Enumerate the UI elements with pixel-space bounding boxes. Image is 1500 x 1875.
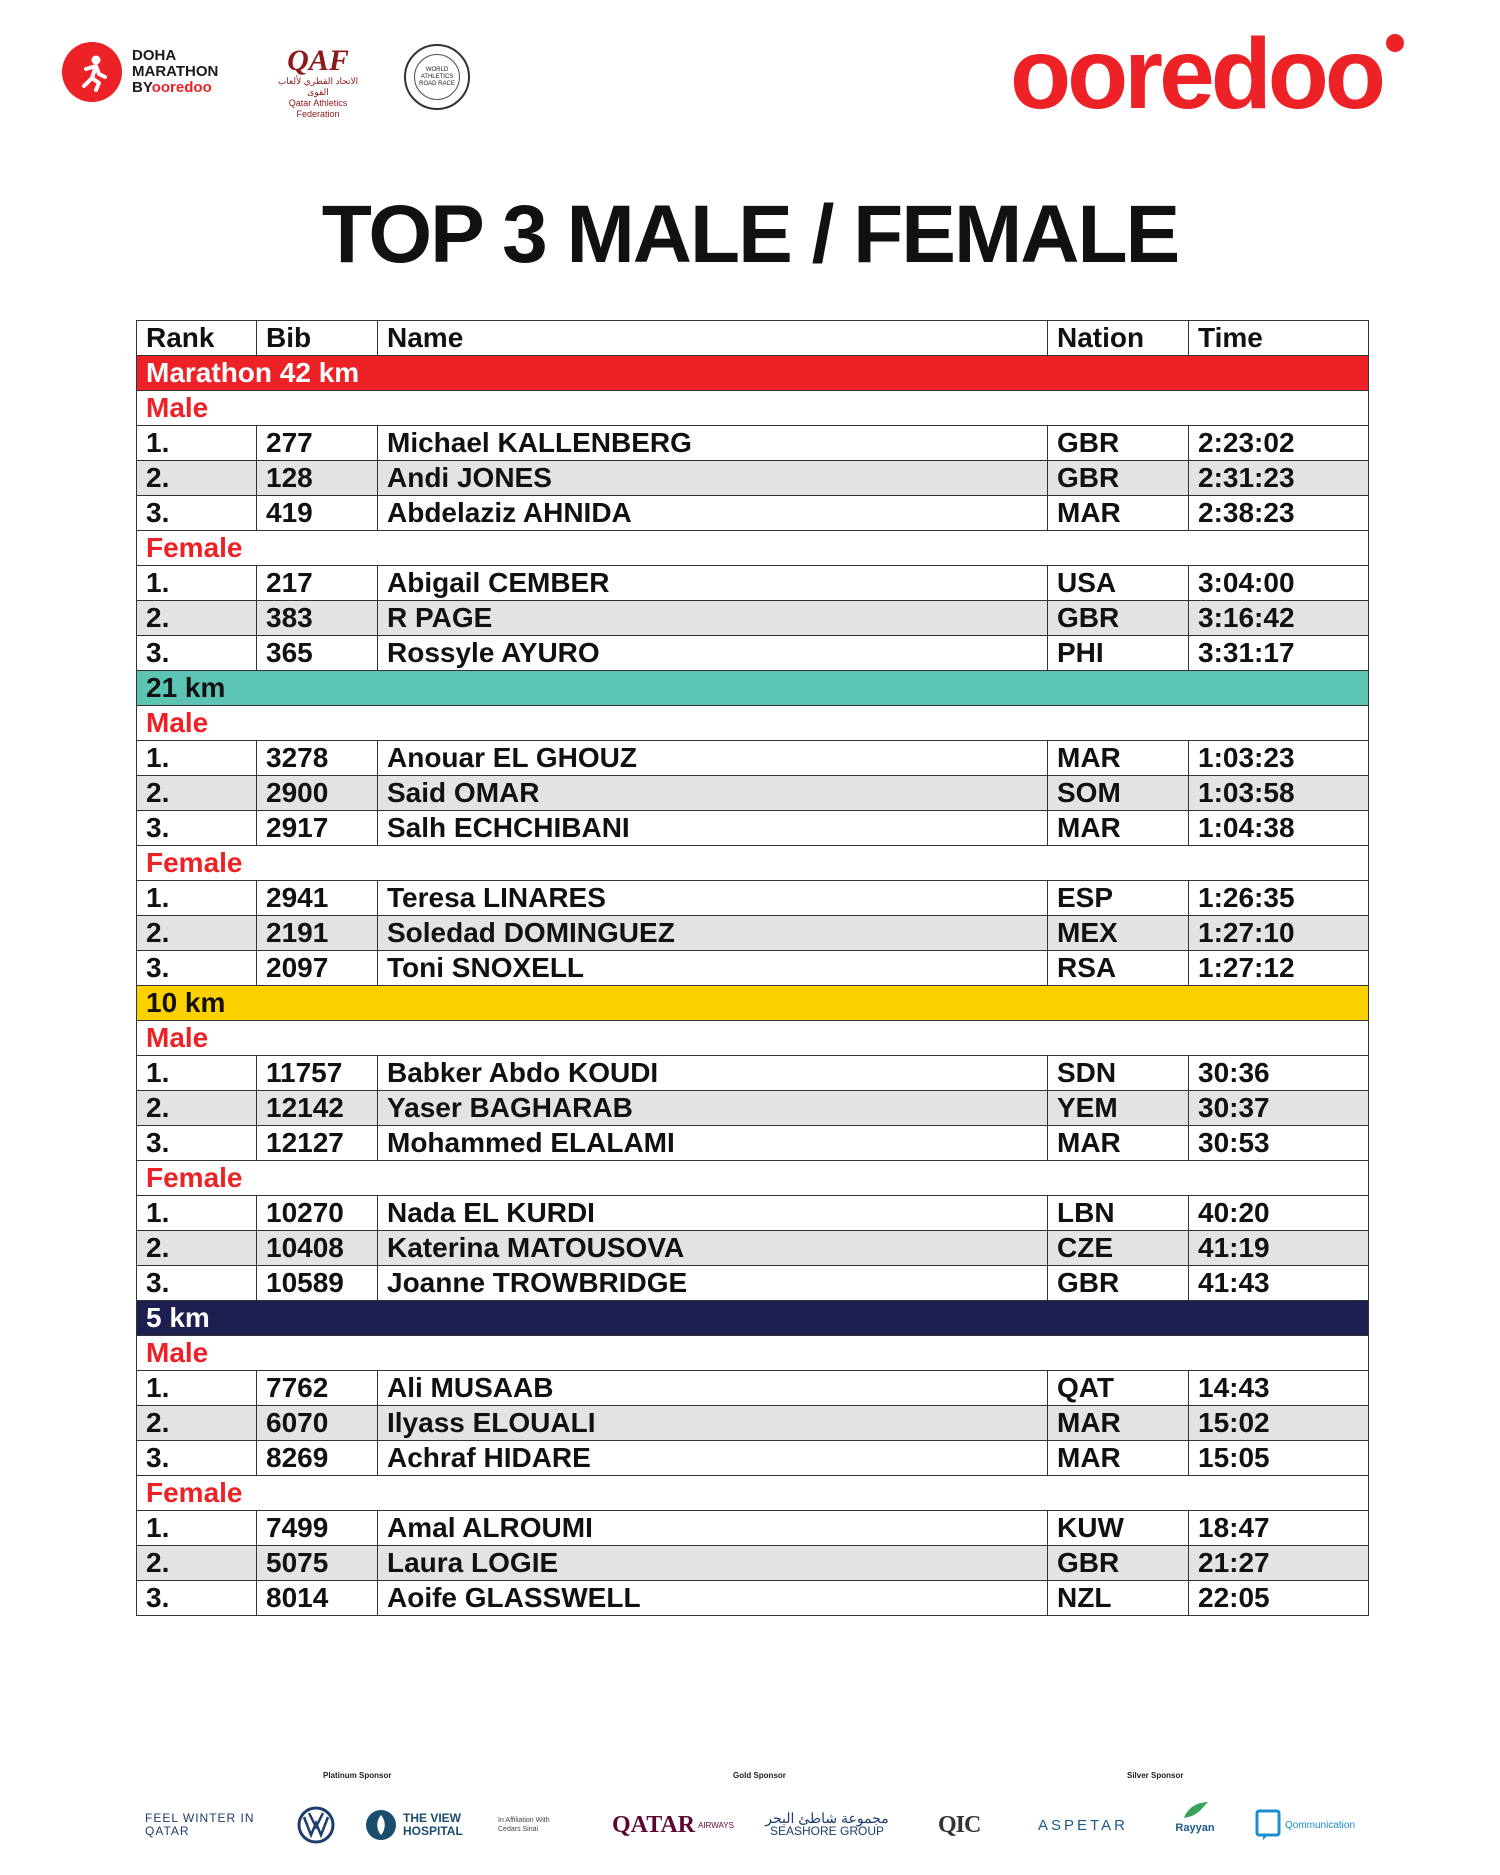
cell-name: Rossyle AYURO [378, 636, 1048, 671]
gender-row-male [137, 706, 1369, 741]
cell-bib: 12142 [257, 1091, 378, 1126]
cell-name: R PAGE [378, 601, 1048, 636]
cell-name: Katerina MATOUSOVA [378, 1231, 1048, 1266]
cell-bib: 7499 [257, 1511, 378, 1546]
cell-time: 40:20 [1189, 1196, 1369, 1231]
cell-nation: GBR [1048, 426, 1189, 461]
cell-rank: 3. [137, 1126, 257, 1161]
qatar-airways-logo: QATAR AIRWAYS [612, 1811, 734, 1838]
cell-time: 1:27:12 [1189, 951, 1369, 986]
cell-bib: 10408 [257, 1231, 378, 1266]
doha-marathon-wordmark: DOHA MARATHON BYooredoo [132, 47, 219, 96]
cell-nation: SDN [1048, 1056, 1189, 1091]
cell-time: 3:31:17 [1189, 636, 1369, 671]
gender-label: Female [137, 531, 1369, 566]
cell-name: Soledad DOMINGUEZ [378, 916, 1048, 951]
table-row [137, 461, 1369, 496]
cell-time: 2:31:23 [1189, 461, 1369, 496]
runner-icon [62, 42, 122, 102]
cell-rank: 3. [137, 1441, 257, 1476]
qommunication-icon [1255, 1809, 1281, 1841]
cell-name: Said OMAR [378, 776, 1048, 811]
gender-label: Female [137, 846, 1369, 881]
table-row [137, 1196, 1369, 1231]
gender-label: Male [137, 391, 1369, 426]
cell-time: 3:16:42 [1189, 601, 1369, 636]
cell-bib: 128 [257, 461, 378, 496]
table-row [137, 951, 1369, 986]
aspetar-logo: ASPETAR [1038, 1816, 1128, 1834]
cell-rank: 2. [137, 461, 257, 496]
section-label: 10 km [137, 986, 1369, 1021]
cell-rank: 3. [137, 951, 257, 986]
cell-time: 1:27:10 [1189, 916, 1369, 951]
vw-icon [296, 1805, 336, 1845]
rayyan-logo: Rayyan [1165, 1800, 1225, 1850]
cell-bib: 2917 [257, 811, 378, 846]
table-row [137, 426, 1369, 461]
table-row [137, 1511, 1369, 1546]
cell-time: 15:02 [1189, 1406, 1369, 1441]
cell-time: 2:38:23 [1189, 496, 1369, 531]
cell-bib: 419 [257, 496, 378, 531]
cell-name: Andi JONES [378, 461, 1048, 496]
gender-row-male [137, 1336, 1369, 1371]
cell-rank: 3. [137, 496, 257, 531]
feel-qatar-logo: FEEL WINTER IN QATAR [145, 1811, 255, 1838]
cell-time: 21:27 [1189, 1546, 1369, 1581]
cell-time: 41:43 [1189, 1266, 1369, 1301]
ooredoo-dot-icon [1386, 34, 1404, 52]
cell-time: 1:04:38 [1189, 811, 1369, 846]
cell-nation: ESP [1048, 881, 1189, 916]
cell-name: Ilyass ELOUALI [378, 1406, 1048, 1441]
cell-nation: SOM [1048, 776, 1189, 811]
cell-nation: NZL [1048, 1581, 1189, 1616]
cell-rank: 2. [137, 916, 257, 951]
table-header-row [137, 321, 1369, 356]
view-hospital-logo: THE VIEW HOSPITAL [365, 1800, 495, 1850]
table-row [137, 1266, 1369, 1301]
table-row [137, 916, 1369, 951]
cell-nation: YEM [1048, 1091, 1189, 1126]
cell-name: Teresa LINARES [378, 881, 1048, 916]
cell-nation: MAR [1048, 1126, 1189, 1161]
cell-rank: 2. [137, 776, 257, 811]
header-rank: Rank [137, 321, 257, 356]
cell-rank: 3. [137, 636, 257, 671]
section-21km [137, 671, 1369, 706]
world-athletics-badge: WORLD ATHLETICS ROAD RACE [404, 44, 470, 110]
cell-bib: 11757 [257, 1056, 378, 1091]
gender-row-female [137, 846, 1369, 881]
cell-nation: CZE [1048, 1231, 1189, 1266]
cell-rank: 2. [137, 1406, 257, 1441]
cell-name: Amal ALROUMI [378, 1511, 1048, 1546]
cell-bib: 2900 [257, 776, 378, 811]
table-row [137, 1126, 1369, 1161]
header-nation: Nation [1048, 321, 1189, 356]
cell-name: Abdelaziz AHNIDA [378, 496, 1048, 531]
gender-label: Female [137, 1161, 1369, 1196]
cell-bib: 2097 [257, 951, 378, 986]
cell-bib: 8014 [257, 1581, 378, 1616]
cell-nation: MAR [1048, 811, 1189, 846]
doha-marathon-logo [62, 42, 218, 102]
gender-label: Female [137, 1476, 1369, 1511]
cell-time: 18:47 [1189, 1511, 1369, 1546]
cell-rank: 1. [137, 426, 257, 461]
cedars-sinai-logo: In Affiliation With Cedars Sinai [498, 1817, 550, 1833]
cell-time: 15:05 [1189, 1441, 1369, 1476]
cell-bib: 2191 [257, 916, 378, 951]
cell-name: Anouar EL GHOUZ [378, 741, 1048, 776]
table-row [137, 566, 1369, 601]
table-row [137, 1091, 1369, 1126]
table-row [137, 881, 1369, 916]
cell-bib: 277 [257, 426, 378, 461]
cell-nation: MAR [1048, 1441, 1189, 1476]
cell-rank: 2. [137, 601, 257, 636]
results-table [136, 320, 1369, 1616]
cell-name: Ali MUSAAB [378, 1371, 1048, 1406]
cell-rank: 1. [137, 741, 257, 776]
cell-rank: 3. [137, 1266, 257, 1301]
cell-name: Yaser BAGHARAB [378, 1091, 1048, 1126]
cell-rank: 2. [137, 1091, 257, 1126]
gender-label: Male [137, 706, 1369, 741]
cell-nation: MEX [1048, 916, 1189, 951]
cell-nation: USA [1048, 566, 1189, 601]
cell-rank: 1. [137, 881, 257, 916]
cell-nation: GBR [1048, 601, 1189, 636]
cell-name: Aoife GLASSWELL [378, 1581, 1048, 1616]
table-row [137, 1441, 1369, 1476]
gender-label: Male [137, 1336, 1369, 1371]
cell-time: 1:26:35 [1189, 881, 1369, 916]
cell-nation: KUW [1048, 1511, 1189, 1546]
section-5km [137, 1301, 1369, 1336]
rayyan-drop-icon [1180, 1800, 1210, 1822]
qaf-logo: QAF الاتحاد القطري لألعاب القوى Qatar Athletics Federation [277, 44, 359, 119]
cell-time: 30:53 [1189, 1126, 1369, 1161]
cell-rank: 1. [137, 1511, 257, 1546]
header-bib: Bib [257, 321, 378, 356]
cell-name: Achraf HIDARE [378, 1441, 1048, 1476]
table-row [137, 601, 1369, 636]
cell-nation: RSA [1048, 951, 1189, 986]
section-marathon-42km [137, 356, 1369, 391]
cell-rank: 1. [137, 1371, 257, 1406]
results-body [137, 356, 1369, 1616]
cell-bib: 10270 [257, 1196, 378, 1231]
view-hospital-icon [365, 1809, 397, 1841]
cell-rank: 3. [137, 1581, 257, 1616]
section-label: Marathon 42 km [137, 356, 1369, 391]
table-row [137, 1406, 1369, 1441]
cell-bib: 217 [257, 566, 378, 601]
table-row [137, 1056, 1369, 1091]
table-row [137, 811, 1369, 846]
page-title: TOP 3 MALE / FEMALE [321, 189, 1179, 280]
header-name: Name [378, 321, 1048, 356]
table-row [137, 1546, 1369, 1581]
cell-bib: 7762 [257, 1371, 378, 1406]
table-row [137, 776, 1369, 811]
cell-time: 22:05 [1189, 1581, 1369, 1616]
cell-nation: GBR [1048, 1546, 1189, 1581]
cell-time: 3:04:00 [1189, 566, 1369, 601]
table-row [137, 496, 1369, 531]
header-time: Time [1189, 321, 1369, 356]
cell-rank: 2. [137, 1231, 257, 1266]
cell-nation: LBN [1048, 1196, 1189, 1231]
gender-row-male [137, 391, 1369, 426]
cell-name: Babker Abdo KOUDI [378, 1056, 1048, 1091]
gender-row-female [137, 531, 1369, 566]
cell-name: Nada EL KURDI [378, 1196, 1048, 1231]
cell-time: 1:03:58 [1189, 776, 1369, 811]
cell-rank: 3. [137, 811, 257, 846]
qic-logo: QIC [938, 1811, 981, 1838]
cell-nation: MAR [1048, 496, 1189, 531]
cell-nation: QAT [1048, 1371, 1189, 1406]
section-label: 5 km [137, 1301, 1369, 1336]
cell-rank: 1. [137, 1196, 257, 1231]
cell-time: 14:43 [1189, 1371, 1369, 1406]
gender-row-female [137, 1476, 1369, 1511]
ooredoo-logo: ooredoo [1010, 24, 1382, 124]
cell-bib: 5075 [257, 1546, 378, 1581]
gold-sponsor-label: Gold Sponsor [733, 1771, 786, 1780]
cell-rank: 1. [137, 566, 257, 601]
cell-time: 30:37 [1189, 1091, 1369, 1126]
cell-nation: GBR [1048, 461, 1189, 496]
cell-rank: 1. [137, 1056, 257, 1091]
cell-time: 1:03:23 [1189, 741, 1369, 776]
cell-name: Joanne TROWBRIDGE [378, 1266, 1048, 1301]
cell-nation: MAR [1048, 741, 1189, 776]
silver-sponsor-label: Silver Sponsor [1127, 1771, 1184, 1780]
cell-bib: 10589 [257, 1266, 378, 1301]
cell-time: 2:23:02 [1189, 426, 1369, 461]
cell-bib: 6070 [257, 1406, 378, 1441]
cell-bib: 2941 [257, 881, 378, 916]
cell-bib: 3278 [257, 741, 378, 776]
cell-nation: MAR [1048, 1406, 1189, 1441]
cell-nation: GBR [1048, 1266, 1189, 1301]
cell-name: Laura LOGIE [378, 1546, 1048, 1581]
qommunication-logo: Qommunication [1255, 1800, 1370, 1850]
gender-row-female [137, 1161, 1369, 1196]
cell-name: Toni SNOXELL [378, 951, 1048, 986]
section-label: 21 km [137, 671, 1369, 706]
cell-nation: PHI [1048, 636, 1189, 671]
table-row [137, 741, 1369, 776]
gender-row-male [137, 1021, 1369, 1056]
cell-bib: 365 [257, 636, 378, 671]
cell-time: 41:19 [1189, 1231, 1369, 1266]
cell-time: 30:36 [1189, 1056, 1369, 1091]
section-10km [137, 986, 1369, 1021]
cell-name: Mohammed ELALAMI [378, 1126, 1048, 1161]
table-row [137, 1581, 1369, 1616]
table-row [137, 636, 1369, 671]
cell-name: Abigail CEMBER [378, 566, 1048, 601]
volkswagen-logo [296, 1800, 340, 1850]
cell-bib: 8269 [257, 1441, 378, 1476]
cell-bib: 12127 [257, 1126, 378, 1161]
cell-name: Michael KALLENBERG [378, 426, 1048, 461]
cell-bib: 383 [257, 601, 378, 636]
table-row [137, 1231, 1369, 1266]
gender-label: Male [137, 1021, 1369, 1056]
table-row [137, 1371, 1369, 1406]
seashore-group-logo: مجموعة شاطئ البحر SEASHORE GROUP [765, 1810, 889, 1838]
cell-rank: 2. [137, 1546, 257, 1581]
cell-name: Salh ECHCHIBANI [378, 811, 1048, 846]
platinum-sponsor-label: Platinum Sponsor [323, 1771, 392, 1780]
